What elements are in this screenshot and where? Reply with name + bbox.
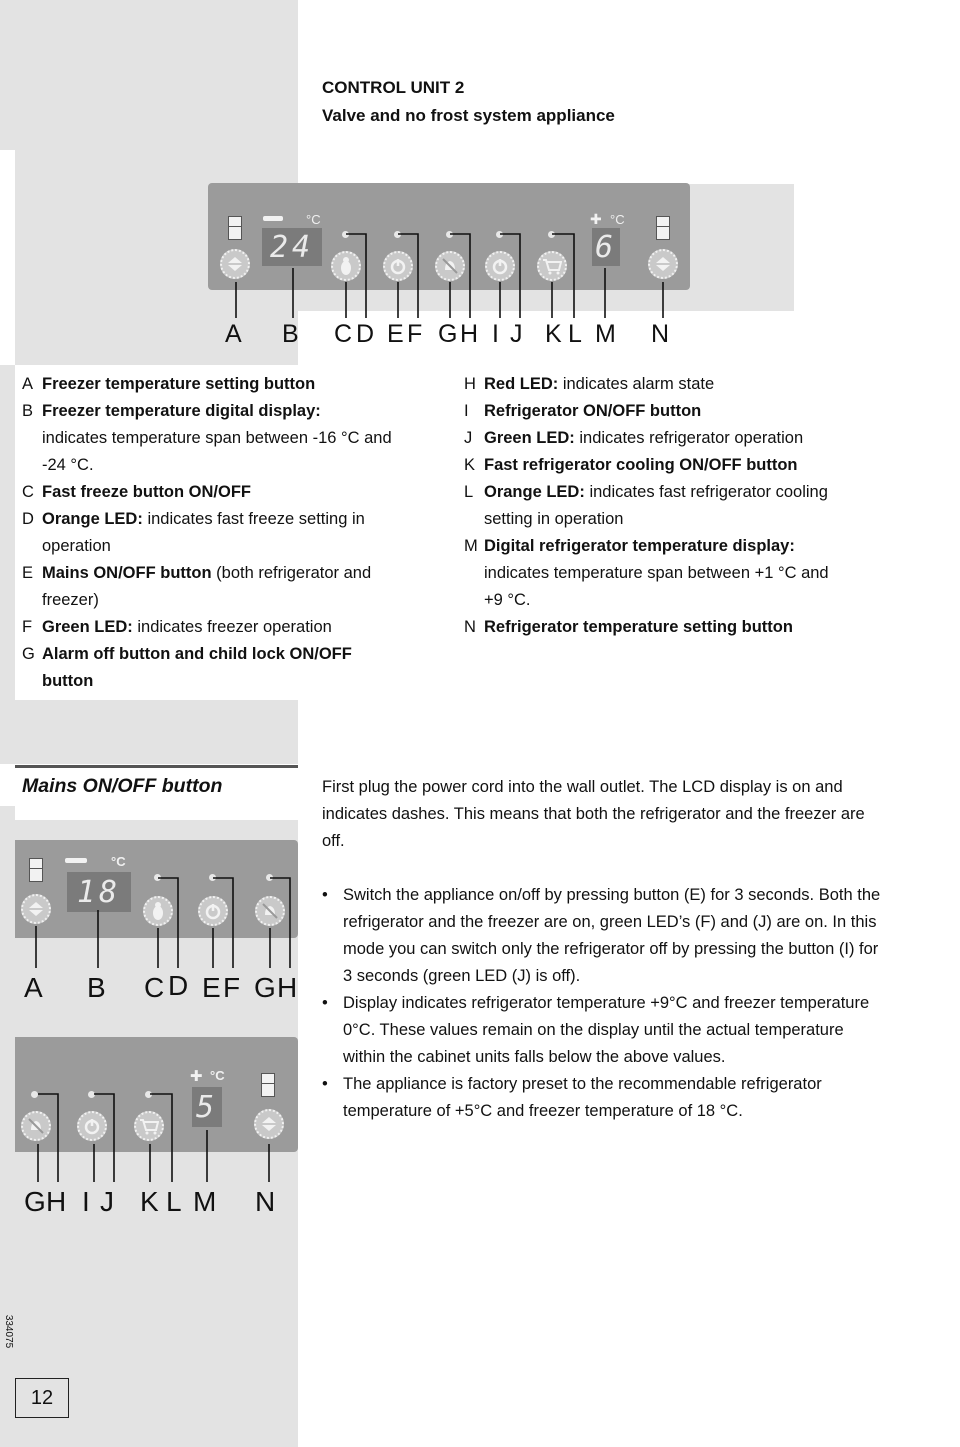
legend-gray-bottom bbox=[0, 700, 298, 764]
section-intro: First plug the power cord into the wall outlet. The LCD display is on and indicates dashes. This means that both the refrigerator and the freezer are off. bbox=[322, 778, 865, 850]
legend-key: E bbox=[22, 564, 34, 582]
legend-bold: Orange LED: bbox=[484, 483, 585, 501]
legend-item bbox=[464, 587, 934, 614]
small-top-callout-lines bbox=[0, 830, 300, 980]
legend-key: K bbox=[464, 456, 476, 474]
small-bottom-label-m: M bbox=[193, 1186, 217, 1217]
legend-bold: Freezer temperature setting button bbox=[42, 375, 316, 393]
legend-item bbox=[22, 371, 442, 398]
legend-key: G bbox=[22, 645, 35, 663]
legend-item bbox=[464, 371, 934, 398]
fridge-unit: °C bbox=[610, 212, 625, 227]
legend-text: (both refrigerator and bbox=[211, 564, 372, 582]
label-d: D bbox=[356, 320, 375, 348]
legend-key: I bbox=[464, 402, 469, 420]
legend-text: indicates temperature span between +1 °C and bbox=[484, 564, 829, 582]
legend-key bbox=[22, 425, 42, 452]
legend-text: indicates temperature span between -16 °C and bbox=[42, 429, 392, 447]
bullet-text: Display indicates refrigerator temperature +9°C and freezer temperature 0°C. These values remain on the display until the actual temperature within the cabinet units falls below the above values. bbox=[343, 994, 870, 1066]
legend-item bbox=[464, 479, 934, 506]
small-top-label-g: G bbox=[254, 972, 276, 1003]
label-h: H bbox=[460, 320, 479, 348]
legend-key: B bbox=[22, 402, 34, 420]
legend-bold: button bbox=[42, 672, 94, 690]
section-title: Mains ON/OFF button bbox=[22, 775, 223, 797]
label-j: J bbox=[510, 320, 523, 348]
legend-bold: Green LED: bbox=[42, 618, 133, 636]
section-bullets bbox=[322, 882, 882, 1125]
legend-item bbox=[22, 479, 442, 506]
legend-key: A bbox=[22, 375, 34, 393]
legend-key: M bbox=[464, 537, 478, 555]
label-g: G bbox=[438, 320, 458, 348]
legend-item bbox=[22, 533, 442, 560]
legend-key: L bbox=[464, 483, 474, 501]
label-e: E bbox=[387, 320, 404, 348]
small-bottom-label-n: N bbox=[255, 1186, 276, 1217]
legend-item bbox=[22, 641, 442, 668]
bullet-item bbox=[322, 1071, 882, 1125]
fridge-unit: °C bbox=[210, 1068, 225, 1083]
legend-item bbox=[464, 452, 934, 479]
legend-text: indicates fast refrigerator cooling bbox=[584, 483, 828, 501]
freezer-unit: °C bbox=[111, 854, 126, 869]
legend-item bbox=[464, 425, 934, 452]
small-top-label-e: E bbox=[202, 972, 221, 1003]
legend-key bbox=[464, 560, 484, 587]
legend-bold: Alarm off button and child lock ON/OFF bbox=[42, 645, 352, 663]
legend-key: D bbox=[22, 510, 34, 528]
legend-key: C bbox=[22, 483, 34, 501]
fan-icon: ✚ bbox=[590, 211, 602, 227]
small-bottom-label-h: H bbox=[46, 1186, 67, 1217]
legend-item bbox=[464, 398, 934, 425]
small-top-label-d: D bbox=[168, 970, 189, 1001]
legend-key: J bbox=[464, 429, 473, 447]
bullet-dot: • bbox=[322, 1075, 328, 1093]
small-top-label-h: H bbox=[277, 972, 298, 1003]
bullet-text: The appliance is factory preset to the recommendable refrigerator temperature of +5°C and freezer temperature of 18 °C. bbox=[343, 1075, 822, 1120]
legend-key: H bbox=[464, 375, 476, 393]
label-l: L bbox=[568, 320, 582, 348]
small-top-label-a: A bbox=[24, 972, 43, 1003]
legend-bold: Mains ON/OFF button bbox=[42, 564, 212, 582]
legend-text: freezer) bbox=[42, 591, 99, 609]
legend-item bbox=[22, 425, 442, 452]
legend-bold: Red LED: bbox=[484, 375, 559, 393]
bullet-dot: • bbox=[322, 886, 328, 904]
legend-key: N bbox=[464, 618, 476, 636]
small-bottom-label-i: I bbox=[82, 1186, 90, 1217]
small-bottom-label-g: G bbox=[24, 1186, 46, 1217]
bullet-text: Switch the appliance on/off by pressing button (E) for 3 seconds. Both the refrigerator and the freezer are on, green LED’s (F) and (J) are on. In this mode you can switch only the refrigerator off by pressing the button (I) for 3 seconds (green LED (J) is off). bbox=[343, 886, 881, 985]
legend-item bbox=[464, 560, 934, 587]
fridge-digital-display: 5 bbox=[192, 1087, 222, 1127]
legend-item bbox=[22, 614, 442, 641]
main-callout-lines bbox=[0, 0, 960, 330]
legend-item bbox=[22, 452, 442, 479]
legend-text: indicates freezer operation bbox=[132, 618, 332, 636]
small-top-label-f: F bbox=[223, 972, 241, 1003]
legend-bold: Freezer temperature digital display: bbox=[42, 402, 321, 420]
label-k: K bbox=[545, 320, 562, 348]
legend-item bbox=[22, 398, 442, 425]
bullet-dot: • bbox=[322, 994, 328, 1012]
legend-gray-left bbox=[0, 365, 15, 705]
legend-item bbox=[464, 614, 934, 641]
legend-item bbox=[22, 506, 442, 533]
legend-key bbox=[464, 587, 484, 614]
section-rule bbox=[15, 765, 298, 768]
legend-text: indicates fast freeze setting in bbox=[142, 510, 365, 528]
freezer-unit: °C bbox=[306, 212, 321, 227]
legend-bold: Orange LED: bbox=[42, 510, 143, 528]
label-m: M bbox=[595, 320, 616, 348]
bullet-item bbox=[322, 990, 882, 1071]
bullet-item bbox=[322, 882, 882, 990]
legend-bold: Fast refrigerator cooling ON/OFF button bbox=[484, 456, 798, 474]
label-b: B bbox=[282, 320, 299, 348]
legend-bold: Fast freeze button ON/OFF bbox=[42, 483, 252, 501]
small-bottom-label-k: K bbox=[140, 1186, 159, 1217]
legend-left bbox=[22, 371, 442, 695]
page-title: CONTROL UNIT 2 bbox=[322, 78, 465, 97]
legend-right bbox=[464, 371, 934, 641]
legend-key bbox=[22, 452, 42, 479]
legend-item bbox=[464, 533, 934, 560]
legend-item bbox=[22, 560, 442, 587]
legend-bold: Digital refrigerator temperature display: bbox=[484, 537, 795, 555]
freezer-digital-display: 18 bbox=[67, 872, 131, 912]
legend-text: +9 °C. bbox=[484, 591, 531, 609]
legend-text: -24 °C. bbox=[42, 456, 94, 474]
label-a: A bbox=[225, 320, 242, 348]
legend-item bbox=[464, 506, 934, 533]
freezer-digital-display: 24 bbox=[262, 228, 322, 266]
small-top-label-c: C bbox=[144, 972, 165, 1003]
legend-key bbox=[464, 506, 484, 533]
small-bottom-callout-lines bbox=[0, 1080, 300, 1190]
legend-key bbox=[22, 587, 42, 614]
fridge-digital-display: 6 bbox=[592, 228, 620, 266]
label-c: C bbox=[334, 320, 353, 348]
legend-text: operation bbox=[42, 537, 111, 555]
legend-text: setting in operation bbox=[484, 510, 624, 528]
small-bottom-label-l: L bbox=[166, 1186, 182, 1217]
legend-item bbox=[22, 668, 442, 695]
page-number: 12 bbox=[15, 1378, 69, 1418]
legend-text: indicates alarm state bbox=[558, 375, 715, 393]
legend-bold: Refrigerator ON/OFF button bbox=[484, 402, 702, 420]
legend-key bbox=[22, 668, 42, 695]
legend-key bbox=[22, 533, 42, 560]
fan-icon: ✚ bbox=[190, 1068, 203, 1085]
legend-bold: Green LED: bbox=[484, 429, 575, 447]
legend-key: F bbox=[22, 618, 33, 636]
legend-bold: Refrigerator temperature setting button bbox=[484, 618, 793, 636]
small-top-label-b: B bbox=[87, 972, 106, 1003]
small-bottom-label-j: J bbox=[100, 1186, 114, 1217]
label-f: F bbox=[407, 320, 423, 348]
legend-item bbox=[22, 587, 442, 614]
document-number: 334075 bbox=[3, 1314, 15, 1349]
label-i: I bbox=[492, 320, 499, 348]
label-n: N bbox=[651, 320, 670, 348]
legend-text: indicates refrigerator operation bbox=[574, 429, 804, 447]
page-subtitle: Valve and no frost system appliance bbox=[322, 106, 615, 125]
